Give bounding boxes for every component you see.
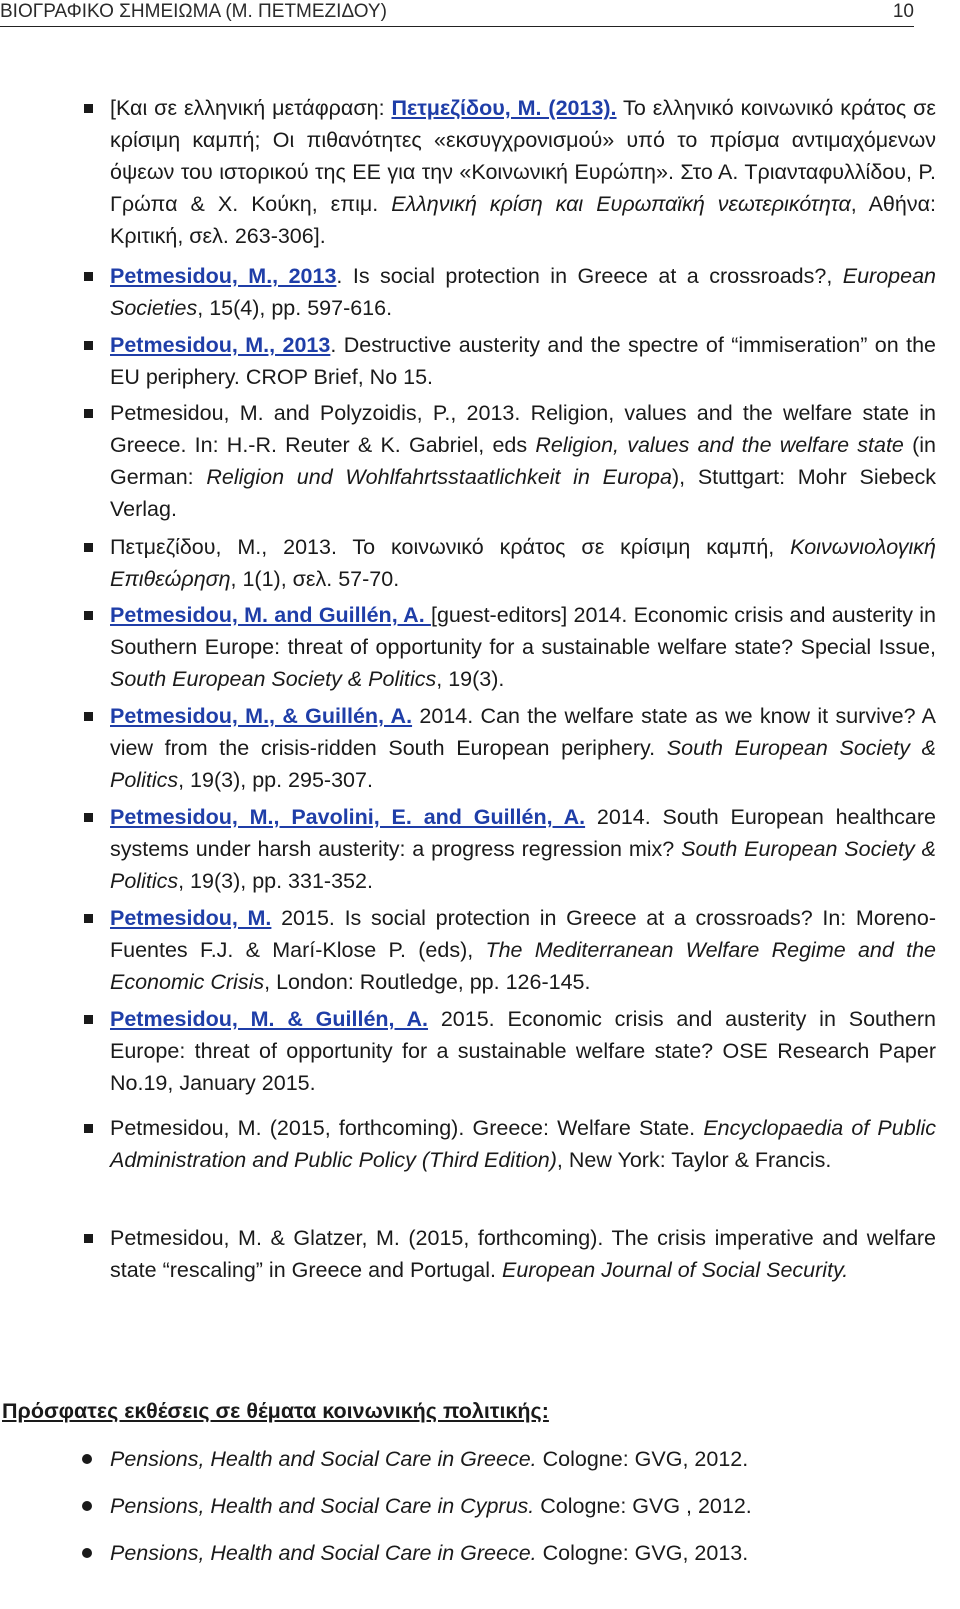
publication-item: [Και σε ελληνική μετάφραση: Πετμεζίδου, Μ. (2013). Το ελληνικό κοινωνικό κράτος σε κρίσιμη καμπή; Οι πιθανότητες «εκσυγχρονισμού» υπό το πρίσμα αντιμαχόμενων όψεων του ιστορικού της ΕΕ για την «Κοινωνική Ευρώπη». Στο Α. Τριανταφυλλίδου, Ρ. Γρώπα & Χ. Κούκη, επιμ. Ελληνική κρίση και Ευρωπαϊκή νεωτερικότητα, Αθήνα: Κριτική, σελ. 263-306]. (110, 92, 936, 252)
square-bullet-icon (84, 813, 93, 822)
square-bullet-icon (84, 104, 93, 113)
publication-title: Religion, values and the welfare state (535, 433, 904, 457)
publication-item: Petmesidou, M. (2015, forthcoming). Greece: Welfare State. Encyclopaedia of Public Administration and Public Policy (Third Edition), New York: Taylor & Francis. (110, 1112, 936, 1176)
publication-venue: South European Society & Politics (110, 667, 437, 691)
publication-venue: Encyclopaedia of Public Administration and Public Policy (Third Edition) (110, 1116, 936, 1172)
publication-item: Petmesidou, M. and Polyzoidis, P., 2013. Religion, values and the welfare state in Greece. In: H.-R. Reuter & K. Gabriel, eds Religion, values and the welfare state (in German: Religion und Wohlfahrtsstaatlichkeit in Europa), Stuttgart: Mohr Siebeck Verlag. (110, 397, 936, 525)
publication-venue: European Journal of Social Security. (501, 1258, 849, 1282)
report-item: Pensions, Health and Social Care in Greece. Cologne: GVG, 2013. (110, 1537, 936, 1569)
author-link[interactable]: Petmesidou, M. and Guillén, A. (110, 603, 431, 627)
reports-heading: Πρόσφατες εκθέσεις σε θέματα κοινωνικής πολιτικής: (2, 1399, 549, 1423)
author-link[interactable]: Petmesidou, M., Pavolini, E. and Guillén, A. (110, 805, 586, 829)
publication-venue: Ελληνική κρίση και Ευρωπαϊκή νεωτερικότητα (391, 192, 851, 216)
publication-item: Petmesidou, M. & Glatzer, M. (2015, forthcoming). The crisis imperative and welfare state “rescaling” in Greece and Portugal. European Journal of Social Security. (110, 1222, 936, 1286)
square-bullet-icon (84, 272, 93, 281)
author-link[interactable]: Petmesidou, M., 2013 (110, 264, 337, 288)
publication-item: Petmesidou, M. 2015. Is social protection in Greece at a crossroads? In: Moreno-Fuentes F.J. & Marí-Klose P. (eds), The Mediterranean Welfare Regime and the Economic Crisis, London: Routledge, pp. 126-145. (110, 902, 936, 998)
report-title: Pensions, Health and Social Care in Greece. (110, 1541, 537, 1565)
round-bullet-icon (82, 1454, 92, 1464)
page-number: 10 (892, 1, 914, 22)
author-link[interactable]: Πετμεζίδου, Μ. (2013). (391, 96, 617, 120)
publication-item: Petmesidou, M. & Guillén, A. 2015. Economic crisis and austerity in Southern Europe: threat of opportunity for a sustainable welfare state? OSE Research Paper No.19, January 2015. (110, 1003, 936, 1099)
publication-item: Petmesidou, M., Pavolini, E. and Guillén, A. 2014. South European healthcare systems under harsh austerity: a progress regression mix? South European Society & Politics, 19(3), pp. 331-352. (110, 801, 936, 897)
square-bullet-icon (84, 1234, 93, 1243)
square-bullet-icon (84, 712, 93, 721)
report-title: Pensions, Health and Social Care in Greece. (110, 1447, 537, 1471)
publication-item: Petmesidou, M., & Guillén, A. 2014. Can the welfare state as we know it survive? A view from the crisis-ridden South European periphery. South European Society & Politics, 19(3), pp. 295-307. (110, 700, 936, 796)
author-link[interactable]: Petmesidou, M. & Guillén, A. (110, 1007, 429, 1031)
square-bullet-icon (84, 914, 93, 923)
report-item: Pensions, Health and Social Care in Greece. Cologne: GVG, 2012. (110, 1443, 936, 1475)
publication-title-german: Religion und Wohlfahrtsstaatlichkeit in Europa (206, 465, 672, 489)
report-item: Pensions, Health and Social Care in Cyprus. Cologne: GVG , 2012. (110, 1490, 936, 1522)
square-bullet-icon (84, 1015, 93, 1024)
square-bullet-icon (84, 1124, 93, 1133)
publication-item: Petmesidou, M., 2013. Destructive austerity and the spectre of “immiseration” on the EU periphery. CROP Brief, No 15. (110, 329, 936, 393)
publication-item: Πετμεζίδου, Μ., 2013. Το κοινωνικό κράτος σε κρίσιμη καμπή, Κοινωνιολογική Επιθεώρηση, 1(1), σελ. 57-70. (110, 531, 936, 595)
author-link[interactable]: Petmesidou, M., & Guillén, A. (110, 704, 413, 728)
page-header (0, 0, 914, 27)
square-bullet-icon (84, 543, 93, 552)
report-title: Pensions, Health and Social Care in Cyprus. (110, 1494, 535, 1518)
publication-venue: South European Society & Politics (110, 736, 936, 792)
publication-item: Petmesidou, M., 2013. Is social protection in Greece at a crossroads?, European Societies, 15(4), pp. 597-616. (110, 260, 936, 324)
author-link[interactable]: Petmesidou, M. (110, 906, 272, 930)
publication-venue: European Societies (110, 264, 936, 320)
author-link[interactable]: Petmesidou, M., 2013 (110, 333, 331, 357)
round-bullet-icon (82, 1501, 92, 1511)
square-bullet-icon (84, 341, 93, 350)
publication-venue: Κοινωνιολογική Επιθεώρηση (110, 535, 936, 591)
publication-venue: South European Society & Politics (110, 837, 936, 893)
square-bullet-icon (84, 611, 93, 620)
round-bullet-icon (82, 1548, 92, 1558)
square-bullet-icon (84, 409, 93, 418)
publication-item: Petmesidou, M. and Guillén, A. [guest-editors] 2014. Economic crisis and austerity in Southern Europe: threat of opportunity for a sustainable welfare state? Special Issue, South European Society & Politics, 19(3). (110, 599, 936, 695)
publication-venue: The Mediterranean Welfare Regime and the Economic Crisis (110, 938, 936, 994)
header-title: ΒΙΟΓΡΑΦΙΚΟ ΣΗΜΕΙΩΜΑ (Μ. ΠΕΤΜΕΖΙΔΟΥ) (0, 1, 387, 22)
